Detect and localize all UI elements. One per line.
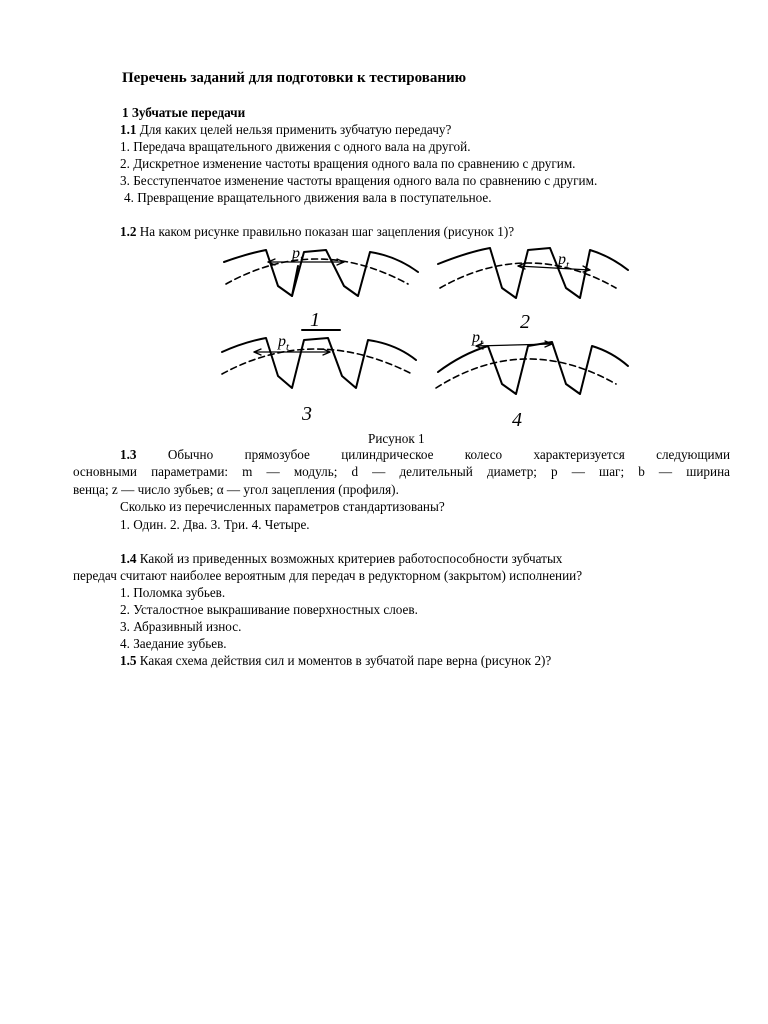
- option-1-4-3: 3. Абразивный износ.: [120, 619, 242, 634]
- question-1-3-answers: 1. Один. 2. Два. 3. Три. 4. Четыре.: [120, 517, 310, 532]
- pitch-label: [277, 333, 290, 353]
- pitch-symbol: p: [472, 329, 480, 346]
- gear-panel-1: [224, 245, 418, 331]
- pitch-arc: [226, 259, 408, 284]
- question-1-1: [120, 121, 451, 138]
- pitch-symbol: p: [278, 333, 286, 350]
- pitch-arc: [222, 349, 412, 374]
- option-1-1-2: 2. Дискретное изменение частоты вращения одного вала по сравнению с другим.: [120, 156, 576, 171]
- gear-mesh-figure: [218, 242, 638, 432]
- gear-panel-4: [436, 329, 628, 431]
- question-number: 1.1: [120, 122, 137, 137]
- gear-panel-3: [222, 333, 416, 425]
- option-1-4-2: 2. Усталостное выкрашивание поверхностных слоев.: [120, 602, 418, 617]
- pitch-arrow: [518, 266, 590, 270]
- pitch-subscript: t: [480, 337, 484, 349]
- gear-profile: [438, 342, 628, 394]
- option-1-4-1: 1. Поломка зубьев.: [120, 585, 226, 600]
- question-1-3-line-1: [120, 446, 730, 463]
- pitch-subscript: t: [300, 253, 304, 265]
- option-1-1-4: 4. Превращение вращательного движения вала в поступательное.: [124, 190, 492, 205]
- gear-profile: [224, 250, 418, 296]
- panel-number-4: 4: [512, 409, 522, 431]
- question-text: Для каких целей нельзя применить зубчатую передачу?: [136, 122, 452, 137]
- question-number: 1.2: [120, 224, 137, 239]
- pitch-symbol: p: [292, 245, 300, 262]
- pitch-symbol: p: [558, 251, 566, 268]
- question-number: 1.3: [120, 447, 137, 462]
- figure-caption: Рисунок 1: [368, 431, 425, 446]
- question-1-3-line-4: Сколько из перечисленных параметров стандартизованы?: [120, 499, 445, 514]
- panel-number-1: 1: [310, 309, 320, 331]
- question-1-3-line-2: основными параметрами: m — модуль; d — делительный диаметр; p — шаг; b — ширина: [73, 464, 730, 479]
- question-text: Обычно прямозубое цилиндрическое колесо характеризуется следующими: [136, 447, 730, 462]
- question-text: На каком рисунке правильно показан шаг зацепления (рисунок 1)?: [136, 224, 515, 239]
- panel-number-3: 3: [302, 403, 312, 425]
- question-1-5: [120, 652, 551, 669]
- question-text: Какая схема действия сил и моментов в зубчатой паре верна (рисунок 2)?: [136, 653, 552, 668]
- question-1-2: [120, 223, 514, 240]
- question-1-4-line-2: передач считают наиболее вероятным для передач в редукторном (закрытом) исполнении?: [73, 568, 583, 583]
- question-number: 1.5: [120, 653, 137, 668]
- question-1-4-line-1: [120, 550, 562, 567]
- option-1-1-3: 3. Бесступенчатое изменение частоты вращения одного вала по сравнению с другим.: [120, 173, 598, 188]
- question-1-3-line-3: венца; z — число зубьев; α — угол зацепления (профиля).: [73, 482, 399, 497]
- section-heading: 1 Зубчатые передачи: [122, 105, 246, 120]
- pitch-subscript: t: [286, 341, 290, 353]
- page-title: Перечень заданий для подготовки к тестированию: [122, 70, 467, 86]
- question-number: 1.4: [120, 551, 137, 566]
- pitch-arrow: [476, 344, 552, 346]
- pitch-subscript: t: [566, 259, 570, 271]
- gear-profile: [438, 248, 628, 298]
- option-1-1-1: 1. Передача вращательного движения с одного вала на другой.: [120, 139, 471, 154]
- option-1-4-4: 4. Заедание зубьев.: [120, 636, 227, 651]
- panel-number-2: 2: [520, 311, 530, 333]
- pitch-arc: [436, 359, 616, 388]
- gear-panel-2: [438, 248, 628, 333]
- question-text: Какой из приведенных возможных критериев работоспособности зубчатых: [136, 551, 563, 566]
